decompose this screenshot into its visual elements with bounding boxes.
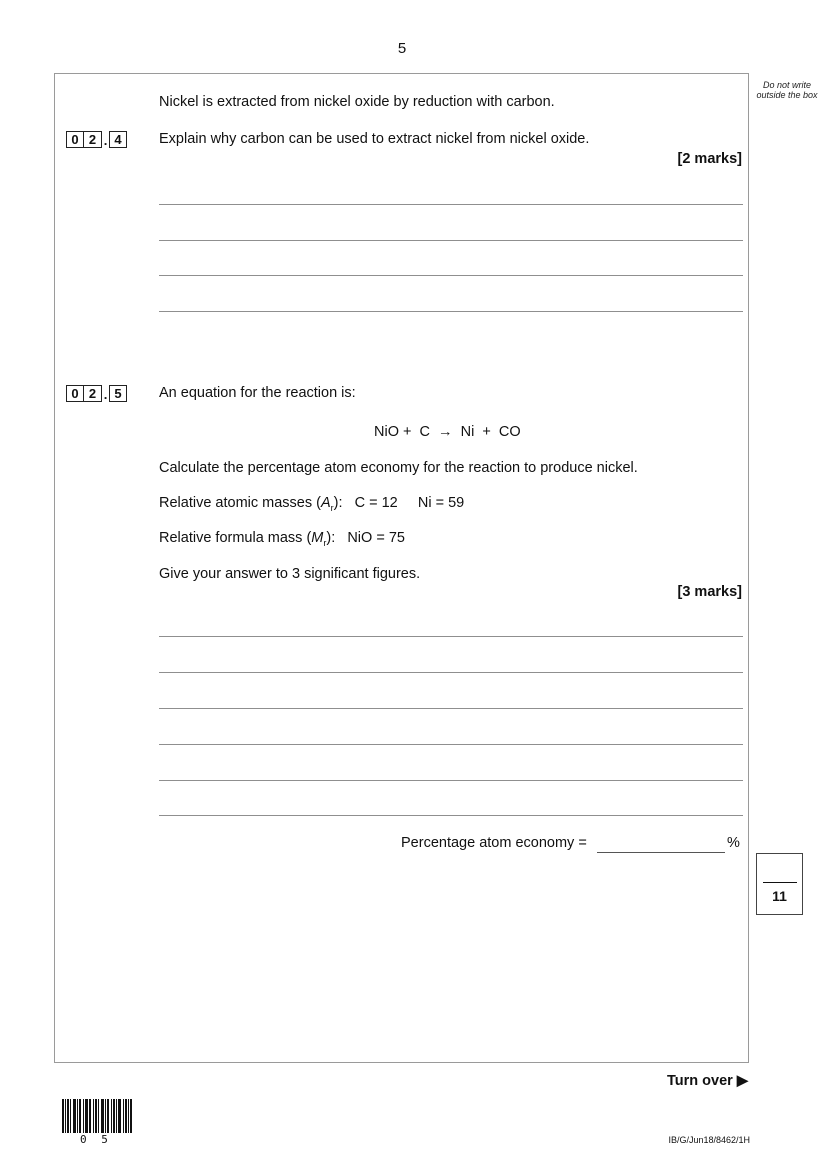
barcode-number: 0 5: [80, 1133, 112, 1146]
question-digit: 0: [66, 385, 84, 402]
answer-line[interactable]: [159, 275, 743, 276]
triangle-right-icon: ▶: [736, 1073, 748, 1089]
answer-label: Percentage atom economy =: [401, 835, 587, 851]
page-number: 5: [397, 40, 407, 57]
score-total: 11: [772, 888, 787, 904]
barcode-icon: [62, 1099, 138, 1133]
question-number-02-5: [66, 385, 127, 402]
answer-line[interactable]: [159, 708, 743, 709]
answer-unit: %: [727, 835, 740, 851]
question-digit: 4: [109, 131, 127, 148]
answer-line[interactable]: [159, 744, 743, 745]
question-02-4-text: Explain why carbon can be used to extract nickel from nickel oxide.: [159, 131, 590, 147]
answer-line[interactable]: [159, 240, 743, 241]
answer-line[interactable]: [159, 204, 743, 205]
answer-line[interactable]: [159, 636, 743, 637]
question-02-5-intro: An equation for the reaction is:: [159, 385, 356, 401]
answer-line[interactable]: [159, 780, 743, 781]
question-digit: 2: [84, 131, 102, 148]
sig-figs-instruction: Give your answer to 3 significant figures.: [159, 566, 421, 582]
turn-over-label: Turn over ▶: [667, 1073, 748, 1089]
answer-line[interactable]: [159, 672, 743, 673]
relative-formula-mass: Relative formula mass $(M_r)$: NiO = 75: [159, 530, 405, 548]
question-dot: .: [103, 387, 108, 402]
relative-atomic-masses: Relative atomic masses $(A_r)$: C = 12 Ni = 59: [159, 495, 465, 513]
final-answer-field[interactable]: [597, 852, 725, 853]
question-digit: 5: [109, 385, 127, 402]
question-dot: .: [103, 133, 108, 148]
intro-text: Nickel is extracted from nickel oxide by reduction with carbon.: [159, 94, 555, 110]
question-digit: 0: [66, 131, 84, 148]
score-entry-line: [763, 882, 797, 883]
do-not-write-notice: Do not write outside the box: [756, 80, 818, 100]
question-number-02-4: [66, 131, 127, 148]
chemical-equation: NiO + C → Ni + CO: [374, 424, 521, 440]
question-02-5-instruction: Calculate the percentage atom economy for the reaction to produce nickel.: [159, 460, 638, 476]
answer-line[interactable]: [159, 815, 743, 816]
question-02-4-marks: [2 marks]: [677, 151, 742, 167]
paper-reference: IB/G/Jun18/8462/1H: [668, 1135, 750, 1145]
answer-line[interactable]: [159, 311, 743, 312]
score-box: [756, 853, 803, 915]
question-digit: 2: [84, 385, 102, 402]
question-02-5-marks: [3 marks]: [677, 584, 742, 600]
